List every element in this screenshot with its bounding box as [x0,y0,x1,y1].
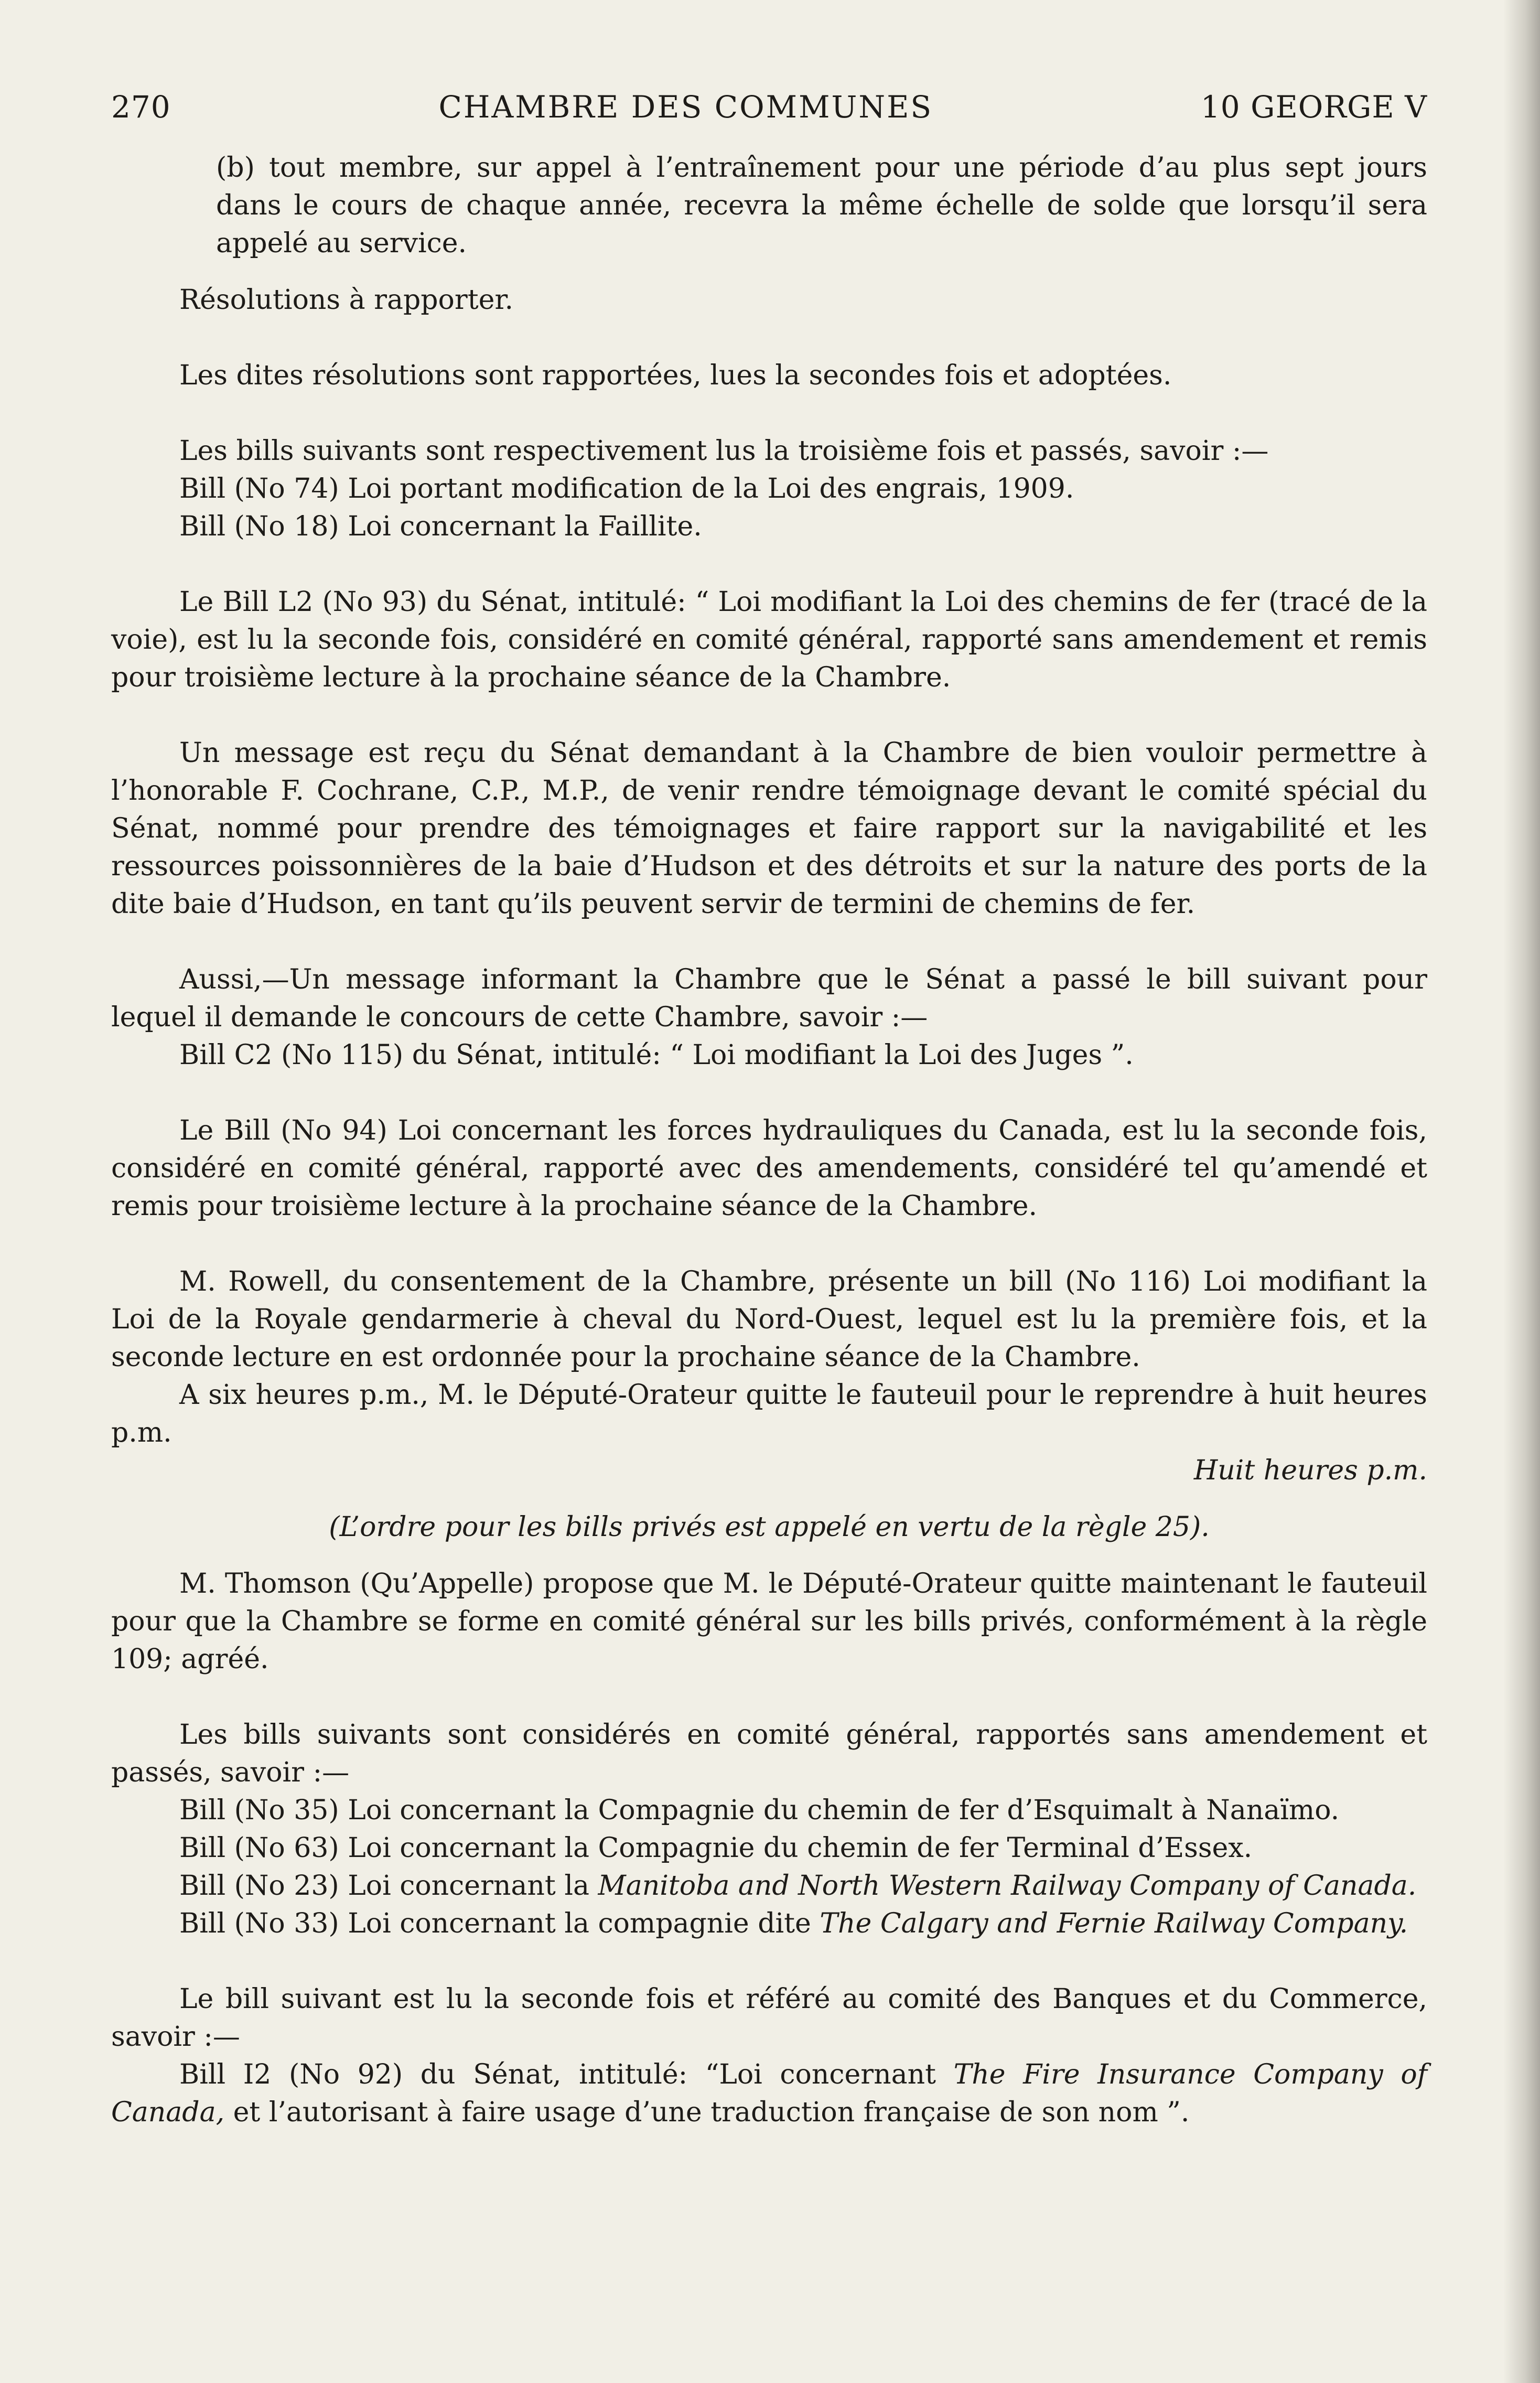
paragraph-ordre: (L’ordre pour les bills privés est appelé en vertu de la règle 25). [329,1511,1210,1543]
bill-i2 [111,2056,1427,2131]
paragraph-b-clause: (b) tout membre, sur appel à l’entraînement pour une période d’au plus sept jours dans le cours de chaque année, recevra la même échelle de solde que lorsqu’il sera appelé au service. [216,152,1427,259]
bill-i2-text: Bill I2 (No 92) du Sénat, intitulé: “Loi concernant [179,2059,954,2090]
paragraph-bill-94: Le Bill (No 94) Loi concernant les forces hydrauliques du Canada, est lu la seconde fois, considéré en comité général, rapporté avec des amendements, considéré tel qu’amendé et remis pour troisième lecture à la prochaine séance de la Chambre. [111,1115,1427,1222]
time-heading: Huit heures p.m. [1193,1455,1427,1486]
paragraph-resolutions-adopted: Les dites résolutions sont rapportées, lues la secondes fois et adoptées. [179,360,1172,391]
bill-63: Bill (No 63) Loi concernant la Compagnie du chemin de fer Terminal d’Essex. [179,1832,1253,1864]
bill-35: Bill (No 35) Loi concernant la Compagnie du chemin de fer d’Esquimalt à Nanaïmo. [179,1795,1340,1826]
paragraph-resolutions: Résolutions à rapporter. [179,284,514,316]
paragraph-rowell: M. Rowell, du consentement de la Chambre, présente un bill (No 116) Loi modifiant la Loi de la Royale gendarmerie à cheval du Nord-Ouest, lequel est lu la première fois, et la seconde lecture en est ordonnée pour la prochaine séance de la Chambre. [111,1266,1427,1373]
page-content [111,89,1427,2131]
bill-i2-tail: et l’autorisant à faire usage d’une traduction française de son nom ”. [224,2097,1190,2128]
bill-33-text: Bill (No 33) Loi concernant la compagnie dite [179,1908,820,1939]
bill-c2: Bill C2 (No 115) du Sénat, intitulé: “ Loi modifiant la Loi des Juges ”. [179,1039,1134,1071]
bill-i2-company: The Fire Insurance Company of Canada, [111,2059,1427,2128]
header-title: CHAMBRE DES COMMUNES [438,89,933,125]
paragraph-six-heures: A six heures p.m., M. le Député-Orateur quitte le fauteuil pour le reprendre à huit heures p.m. [111,1379,1427,1448]
header-reign: 10 GEORGE V [1200,89,1427,125]
paragraph-banking-committee: Le bill suivant est lu la seconde fois et référé au comité des Banques et du Commerce, savoir :— [111,1983,1427,2053]
paragraph-aussi: Aussi,—Un message informant la Chambre que le Sénat a passé le bill suivant pour lequel il demande le concours de cette Chambre, savoir :— [111,964,1427,1033]
paragraph-private-bills: Les bills suivants sont considérés en comité général, rapportés sans amendement et passés, savoir :— [111,1719,1427,1788]
bill-23 [111,1867,1427,1905]
bill-23-text: Bill (No 23) Loi concernant la [179,1870,598,1902]
page-edge-shadow [1503,0,1540,2383]
paragraph-thomson: M. Thomson (Qu’Appelle) propose que M. le Député-Orateur quitte maintenant le fauteuil pour que la Chambre se forme en comité général sur les bills privés, conformément à la règle 109; agréé. [111,1568,1427,1675]
paragraph-third-reading: Les bills suivants sont respectivement lus la troisième fois et passés, savoir :— [179,435,1269,467]
paragraph-senate-message: Un message est reçu du Sénat demandant à la Chambre de bien vouloir permettre à l’honorable F. Cochrane, C.P., M.P., de venir rendre témoignage devant le comité spécial du Sénat, nommé pour prendre des témoignages et faire rapport sur la navigabilité et les ressources poissonnières de la baie d’Hudson et des détroits et sur la nature des ports de la dite baie d’Hudson, en tant qu’ils peuvent servir de termini de chemins de fer. [111,737,1427,920]
bill-23-company: Manitoba and North Western Railway Company of Canada. [598,1870,1417,1902]
bill-74: Bill (No 74) Loi portant modification de la Loi des engrais, 1909. [179,473,1074,504]
paragraph-bill-l2: Le Bill L2 (No 93) du Sénat, intitulé: “ Loi modifiant la Loi des chemins de fer (tracé de la voie), est lu la seconde fois, considéré en comité général, rapporté sans amendement et remis pour troisième lecture à la prochaine séance de la Chambre. [111,586,1427,693]
page-number: 270 [111,89,171,125]
bill-18: Bill (No 18) Loi concernant la Faillite. [179,511,702,542]
running-header [111,89,1427,125]
bill-33 [111,1905,1427,1942]
bill-33-company: The Calgary and Fernie Railway Company. [820,1908,1408,1939]
